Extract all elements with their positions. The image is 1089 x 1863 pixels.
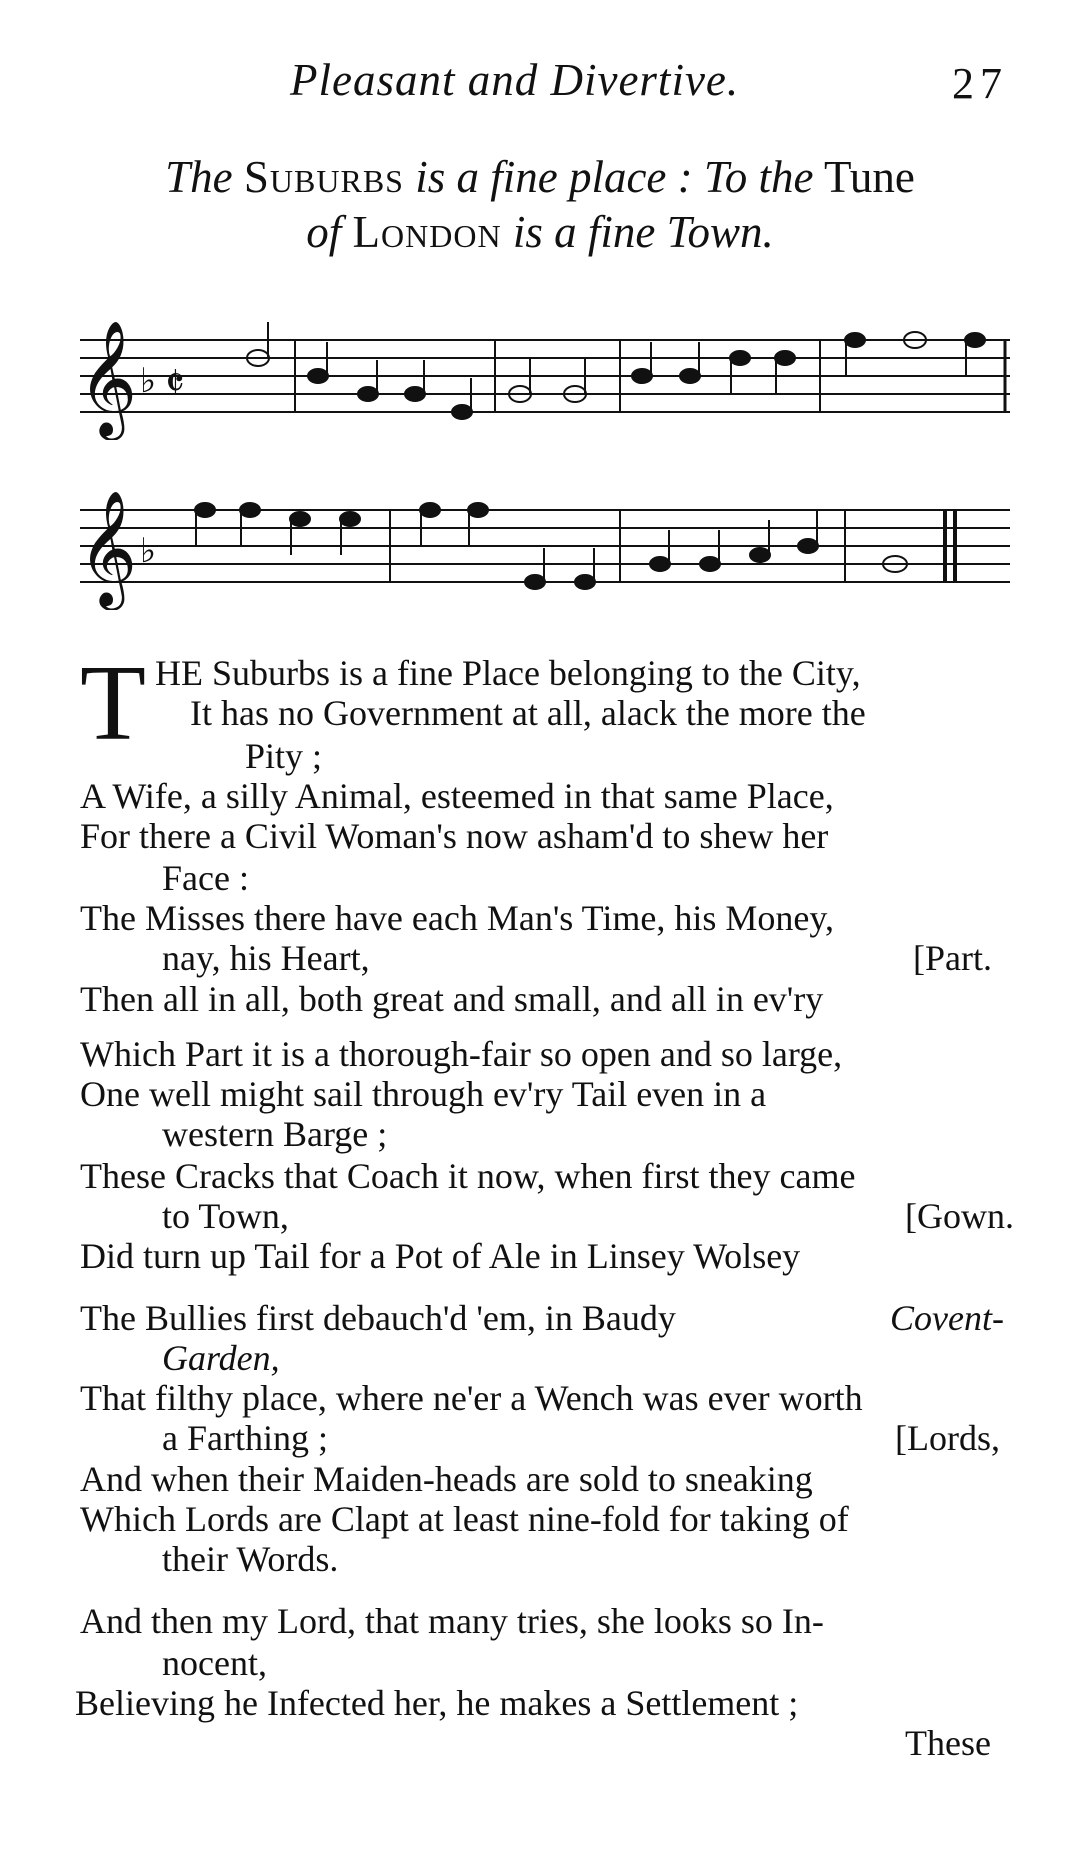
song-title-line-2	[60, 205, 1020, 260]
title-word-suburbs: Suburbs	[243, 152, 404, 202]
verse-line: Then all in all, both great and small, and all in ev'ry	[80, 979, 824, 1019]
verse-line: Which Part it is a thorough-fair so open and so large,	[80, 1034, 843, 1074]
verse-line: For there a Civil Woman's now asham'd to shew her	[80, 816, 829, 856]
title-phrase-fine-town: is a fine Town.	[512, 207, 774, 257]
verse-line: One well might sail through ev'ry Tail even in a	[80, 1074, 767, 1114]
title-word-the: The	[165, 152, 233, 202]
title-word-london: London	[352, 207, 502, 257]
verse-line: These Cracks that Coach it now, when first they came	[80, 1156, 856, 1196]
svg-text:♭: ♭	[140, 361, 157, 401]
verse-line: Face :	[162, 858, 249, 898]
turnover-part: [Part.	[913, 938, 992, 978]
verse-line: a Farthing ;	[162, 1418, 328, 1458]
catchword: These	[905, 1723, 991, 1763]
verse-line: Pity ;	[245, 736, 323, 776]
verse-line: Which Lords are Clapt at least nine-fold for taking of	[80, 1499, 849, 1539]
running-title: Pleasant and Divertive.	[290, 55, 740, 105]
verse-line: Garden,	[162, 1338, 280, 1378]
verse-line: And then my Lord, that many tries, she looks so In-	[80, 1601, 824, 1641]
verse-line: western Barge ;	[162, 1114, 388, 1154]
verse-line: to Town,	[162, 1196, 289, 1236]
verse-line: nocent,	[162, 1643, 267, 1683]
verse-line: their Words.	[162, 1539, 339, 1579]
italic-covent: Covent-	[890, 1298, 1004, 1338]
verse-line: It has no Government at all, alack the more the	[190, 693, 866, 733]
title-word-of: of	[306, 207, 342, 257]
verse-line: And when their Maiden-heads are sold to sneaking	[80, 1459, 813, 1499]
verse-line: Believing he Infected her, he makes a Settlement ;	[75, 1683, 799, 1723]
music-staff-2	[0, 470, 1089, 610]
musical-staff-icon	[0, 300, 1089, 440]
song-title	[60, 150, 1020, 260]
verse-line: A Wife, a silly Animal, esteemed in that same Place,	[80, 776, 834, 816]
song-title-line-1	[60, 150, 1020, 205]
svg-text:𝄵: 𝄵	[165, 358, 185, 409]
svg-text:♭: ♭	[140, 531, 157, 571]
verse-line: The Bullies first debauch'd 'em, in Baudy	[80, 1298, 676, 1338]
svg-text:𝄞: 𝄞	[78, 319, 138, 436]
verse-line: The Misses there have each Man's Time, his Money,	[80, 898, 835, 938]
verse-line: That filthy place, where ne'er a Wench was ever worth	[80, 1378, 863, 1418]
title-phrase-fine-place: is a fine place : To the	[415, 152, 814, 202]
verse-line: Did turn up Tail for a Pot of Ale in Linsey Wolsey	[80, 1236, 801, 1276]
turnover-gown: [Gown.	[905, 1196, 1014, 1236]
title-word-tune: Tune	[823, 152, 915, 202]
page-number: 27	[952, 59, 1008, 108]
musical-staff-icon	[0, 470, 1089, 610]
drop-cap: T	[80, 644, 146, 763]
verse-line: nay, his Heart,	[162, 938, 370, 978]
verse-line: HE Suburbs is a fine Place belonging to the City,	[155, 653, 861, 693]
svg-text:𝄞: 𝄞	[78, 489, 138, 606]
running-head	[0, 54, 1089, 114]
music-staff-1	[0, 300, 1089, 440]
turnover-lords: [Lords,	[895, 1418, 1000, 1458]
